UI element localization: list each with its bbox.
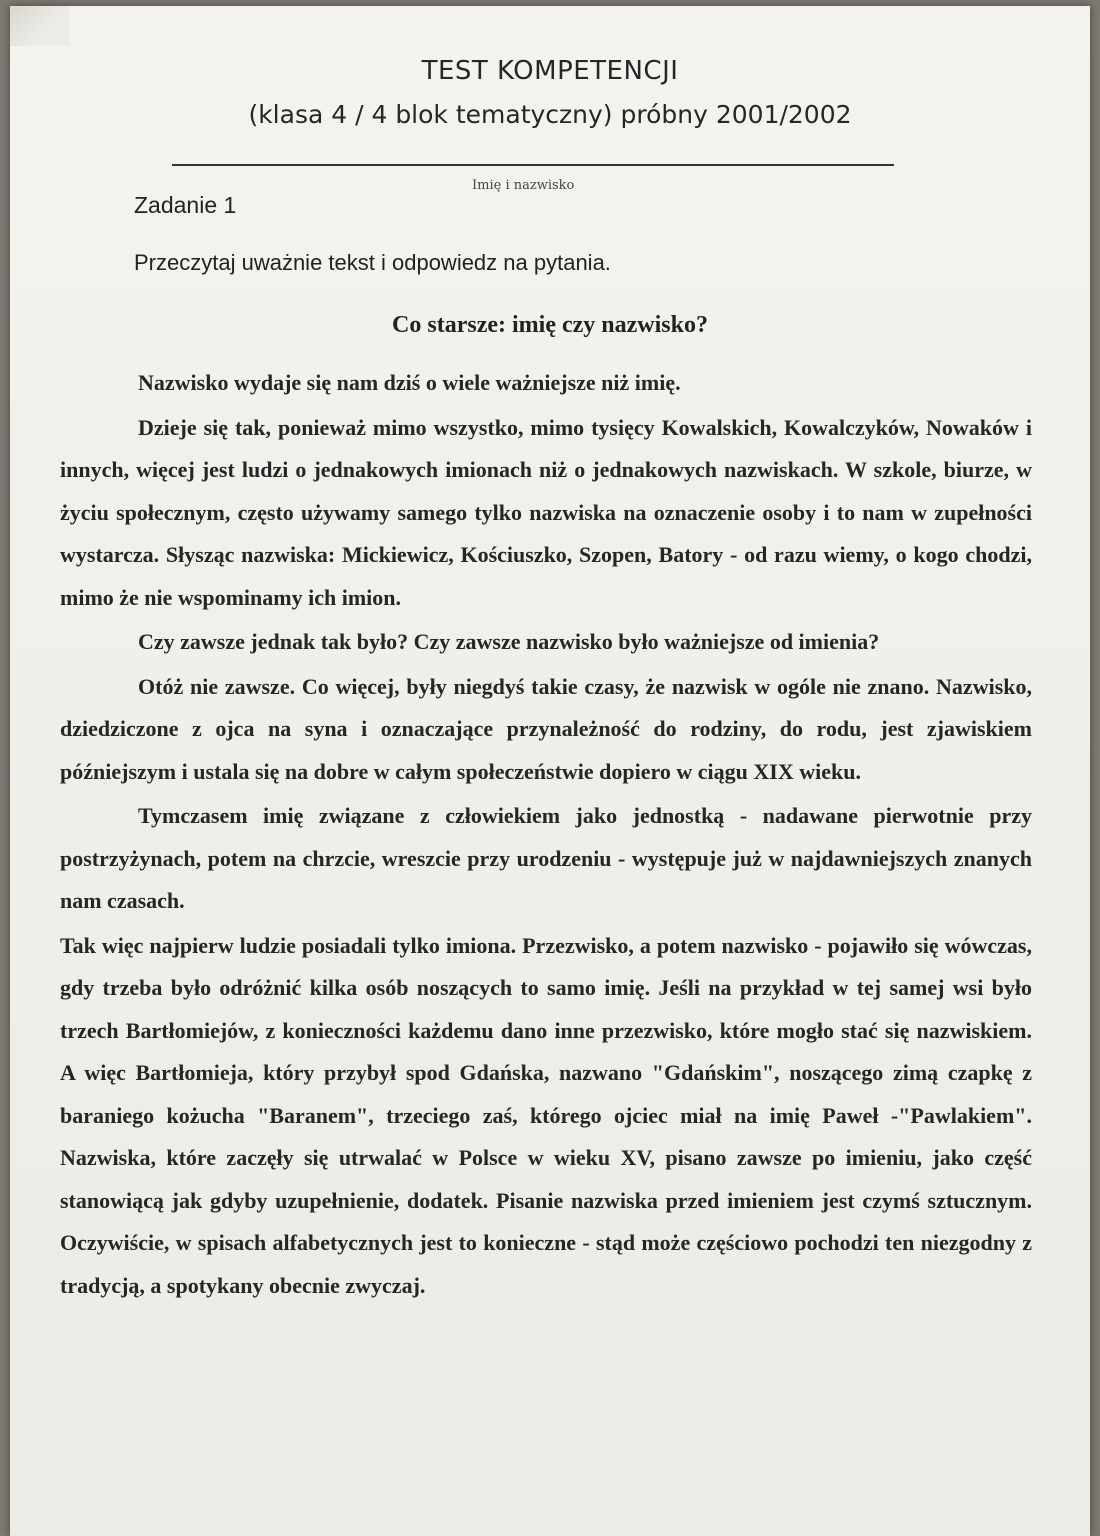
paragraph: Nazwisko wydaje się nam dziś o wiele ważniejsze niż imię. bbox=[138, 370, 681, 395]
paragraph: Tymczasem imię związane z człowiekiem jako jednostką - nadawane pierwotnie przy postrzyżynach, potem na chrzcie, wreszcie przy urodzeniu - występuje już w najdawniejszych znanych nam czasach. bbox=[60, 803, 1032, 913]
paragraph: Czy zawsze jednak tak było? Czy zawsze nazwisko było ważniejsze od imienia? bbox=[138, 629, 880, 654]
paragraph: Tak więc najpierw ludzie posiadali tylko imiona. Przezwisko, a potem nazwisko - pojawiło się wówczas, gdy trzeba było odróżnić kilka osób noszących to samo imię. Jeśli na przykład w tej samej wsi było trzech Bartłomiejów, z konieczności każdemu dano inne przezwisko, które mogło stać się nazwiskiem. A więc Bartłomieja, który przybył spod Gdańska, nazwano "Gdańskim", noszącego zimą czapkę z baraniego kożucha "Baranem", trzeciego zaś, którego ojciec miał na imię Paweł -"Pawlakiem". Nazwiska, które zaczęły się utrwalać w Polsce w wieku XV, pisano zawsze po imieniu, jako część stanowiącą jak gdyby uzupełnienie, dodatek. Pisanie nazwiska przed imieniem jest czymś sztucznym. Oczywiście, w spisach alfabetycznych jest to konieczne - stąd może częściowo pochodzi ten niezgodny z tradycją, a spotykany obecnie zwyczaj. bbox=[60, 932, 1032, 1298]
name-field-label: Imię i nazwisko bbox=[472, 178, 575, 193]
paper-fold bbox=[10, 6, 70, 46]
name-field-line[interactable] bbox=[172, 164, 894, 166]
reading-text bbox=[60, 362, 1032, 1309]
reading-title: Co starsze: imię czy nazwisko? bbox=[392, 312, 708, 338]
exam-title: TEST KOMPETENCJI bbox=[421, 56, 679, 86]
paragraph: Dzieje się tak, ponieważ mimo wszystko, mimo tysięcy Kowalskich, Kowalczyków, Nowaków i innych, więcej jest ludzi o jednakowych imionach niż o jednakowych nazwiskach. W szkole, biurze, w życiu społecznym, często używamy samego tylko nazwiska na oznaczenie osoby i to nam w zupełności wystarcza. Słysząc nazwiska: Mickiewicz, Kościuszko, Szopen, Batory - od razu wiemy, o kogo chodzi, mimo że nie wspominamy ich imion. bbox=[60, 414, 1032, 610]
task-instruction: Przeczytaj uważnie tekst i odpowiedz na pytania. bbox=[134, 250, 611, 275]
exam-header bbox=[10, 56, 1090, 129]
exam-sheet bbox=[10, 6, 1090, 1536]
exam-subtitle: (klasa 4 / 4 blok tematyczny) próbny 2001/2002 bbox=[248, 100, 852, 129]
paragraph: Otóż nie zawsze. Co więcej, były niegdyś takie czasy, że nazwisk w ogóle nie znano. Nazwisko, dziedziczone z ojca na syna i oznaczające przynależność do rodziny, do rodu, jest zjawiskiem późniejszym i ustala się na dobre w całym społeczeństwie dopiero w ciągu XIX wieku. bbox=[60, 673, 1032, 784]
task-label: Zadanie 1 bbox=[134, 192, 237, 218]
